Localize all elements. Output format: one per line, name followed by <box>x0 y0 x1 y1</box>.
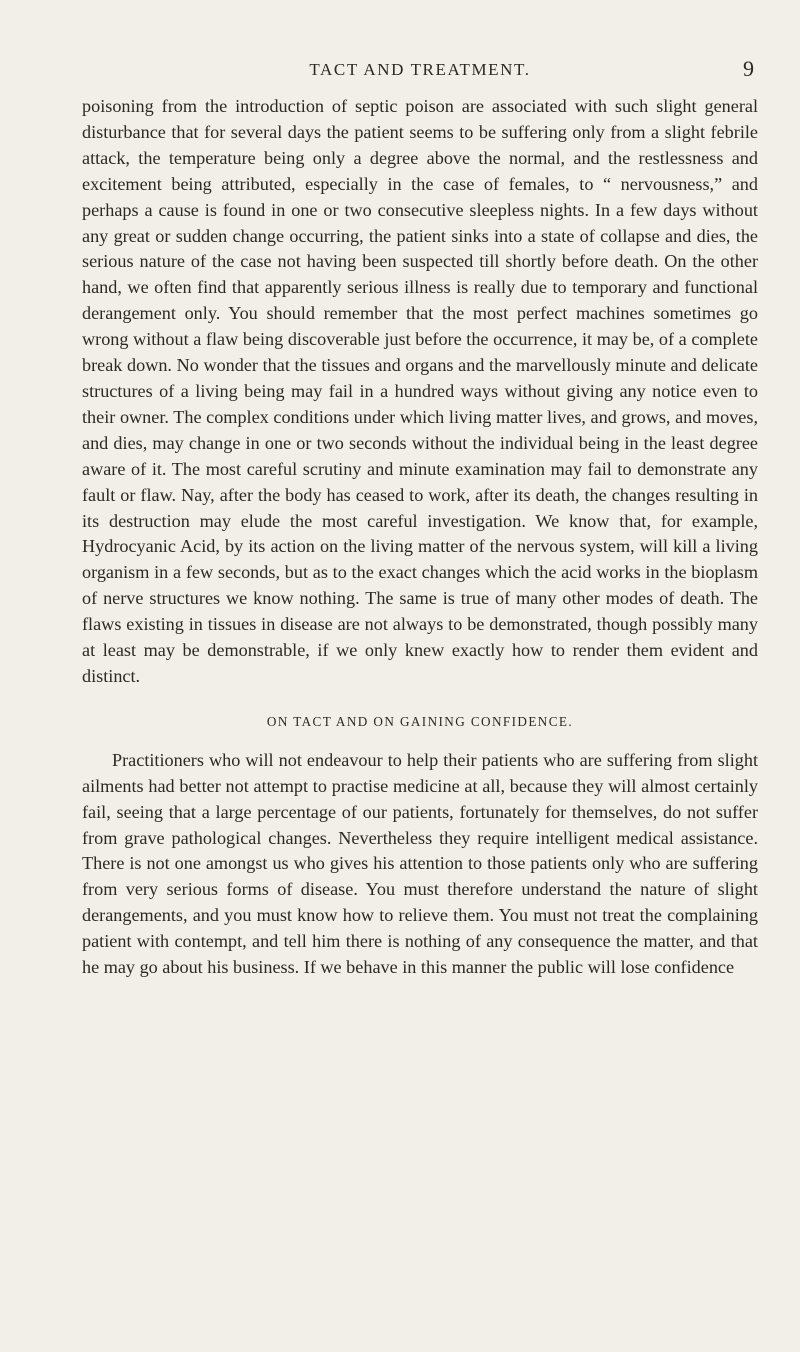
running-title: TACT AND TREATMENT. <box>309 60 531 79</box>
body-paragraph-1: poisoning from the introduction of septic poison are associated with such slight general disturbance that for several days the patient seems to be suffering only from a slight febrile attack, the temperature being only a degree above the normal, and the restlessness and excitement being attributed, especially in the case of females, to “ nervousness,” and perhaps a cause is found in one or two consecutive sleepless nights. In a few days without any great or sudden change occurring, the patient sinks into a state of collapse and dies, the serious nature of the case not having been suspected till shortly before death. On the other hand, we often find that apparently serious illness is really due to temporary and functional derangement only. You should remember that the most perfect machines sometimes go wrong without a flaw being discoverable just before the occurrence, it may be, of a complete break down. No wonder that the tissues and organs and the marvellously minute and delicate structures of a living being may fail in a hundred ways without giving any notice even to their owner. The complex conditions under which living matter lives, and grows, and moves, and dies, may change in one or two seconds without the individual being in the least degree aware of it. The most careful scrutiny and minute examination may fail to demonstrate any fault or flaw. Nay, after the body has ceased to work, after its death, the changes resulting in its destruction may elude the most careful investigation. We know that, for example, Hydrocyanic Acid, by its action on the living matter of the nervous system, will kill a living organism in a few seconds, but as to the exact changes which the acid works in the bioplasm of nerve structures we know nothing. The same is true of many other modes of death. The flaws existing in tissues in disease are not always to be demonstrated, though possibly many at least may be demonstrable, if we only knew exactly how to render them evident and distinct. <box>82 96 758 686</box>
page-number: 9 <box>743 56 754 81</box>
body-paragraph-2: Practitioners who will not endeavour to help their patients who are suffering from slight ailments had better not attempt to practise medicine at all, because they will almost certainly fail, seeing that a large percentage of our patients, fortunately for themselves, do not suffer from grave pathological changes. Nevertheless they require intelligent medical assistance. There is not one amongst us who gives his attention to those patients only who are suffering from very serious forms of disease. You must therefore understand the nature of slight derangements, and you must know how to relieve them. You must not treat the complaining patient with contempt, and tell him there is nothing of any consequence the matter, and that he may go about his business. If we behave in this manner the public will lose confidence <box>82 749 758 978</box>
section-heading: ON TACT AND ON GAINING CONFIDENCE. <box>266 713 574 729</box>
running-head <box>82 52 758 82</box>
